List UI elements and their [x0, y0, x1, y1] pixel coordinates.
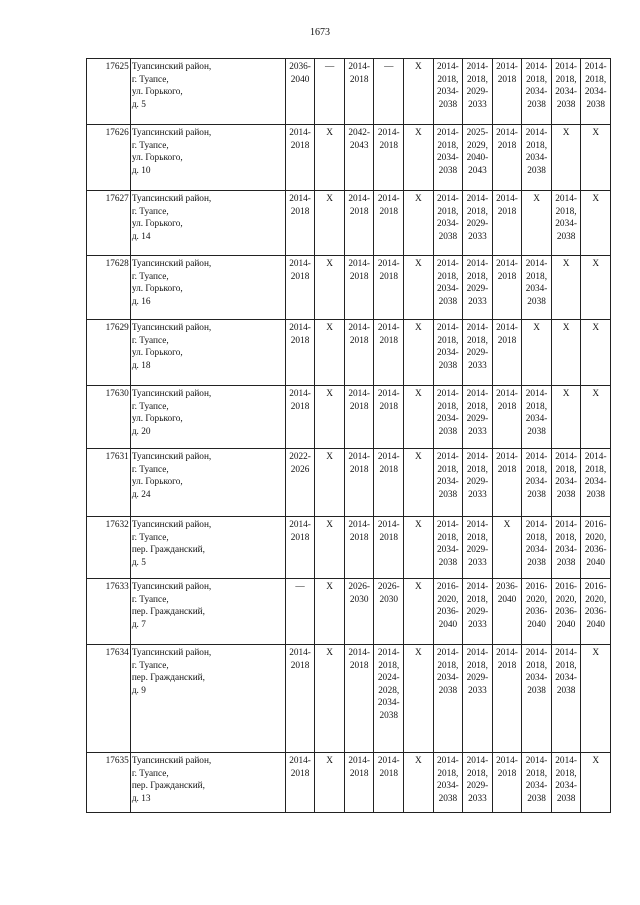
- value-cell: [463, 256, 493, 320]
- value-text: 2014- 2018: [496, 259, 518, 282]
- value-text: Х: [326, 452, 333, 462]
- value-cell: [433, 256, 463, 320]
- value-cell: [315, 320, 345, 386]
- value-cell: [285, 191, 315, 256]
- value-cell: [551, 645, 581, 753]
- value-text: Х: [592, 128, 600, 138]
- value-cell: [374, 320, 404, 386]
- value-text: Х: [326, 648, 333, 658]
- value-text: Х: [562, 259, 570, 269]
- value-text: 2014- 2018: [377, 389, 400, 412]
- value-cell: [463, 320, 493, 386]
- value-cell: [315, 191, 345, 256]
- value-cell: [492, 517, 522, 579]
- value-text: 2014- 2018: [377, 323, 400, 346]
- value-text: 2014- 2018: [377, 259, 400, 282]
- value-text: 2014- 2018, 2034- 2038: [437, 62, 459, 110]
- value-cell: [492, 449, 522, 517]
- value-text: Х: [326, 756, 333, 766]
- value-cell: [463, 449, 493, 517]
- value-text: 2016- 2020, 2036- 2040: [584, 582, 607, 630]
- table-row: [87, 320, 611, 386]
- address-cell: [130, 320, 285, 386]
- address-text: Туапсинский район, г. Туапсе, ул. Горького, д. 10: [131, 128, 212, 176]
- table-row: [87, 191, 611, 256]
- address-text: Туапсинский район, г. Туапсе, ул. Горького, д. 18: [131, 323, 212, 371]
- value-cell: [404, 645, 434, 753]
- value-text: 2014- 2018, 2034- 2038: [555, 452, 577, 500]
- value-text: Х: [326, 259, 333, 269]
- value-text: 2014- 2018: [496, 194, 518, 217]
- value-cell: [463, 191, 493, 256]
- value-text: 2014- 2018, 2034- 2038: [525, 648, 548, 696]
- address-text: Туапсинский район, г. Туапсе, ул. Горького, д. 14: [131, 194, 212, 242]
- value-cell: [551, 579, 581, 645]
- value-text: Х: [326, 389, 333, 399]
- value-text: 2014- 2018, 2034- 2038: [437, 259, 459, 307]
- value-cell: [581, 59, 611, 125]
- value-text: 2014- 2018, 2034- 2038: [555, 62, 577, 110]
- value-cell: [463, 645, 493, 753]
- value-cell: [374, 191, 404, 256]
- value-cell: [374, 59, 404, 125]
- address-text: Туапсинский район, г. Туапсе, пер. Гражданский, д. 13: [131, 756, 212, 804]
- value-text: 2014- 2018: [289, 194, 311, 217]
- table-row: [87, 579, 611, 645]
- value-text: 2016- 2020, 2036- 2040: [555, 582, 577, 630]
- table-row: [87, 386, 611, 449]
- value-cell: [285, 753, 315, 813]
- value-text: 2014- 2018, 2034- 2038: [437, 194, 459, 242]
- value-cell: [374, 386, 404, 449]
- value-text: Х: [592, 323, 600, 333]
- value-cell: [344, 579, 374, 645]
- value-text: Х: [414, 389, 422, 399]
- value-text: Х: [326, 194, 333, 204]
- value-text: 2014- 2018: [348, 756, 371, 779]
- value-cell: [581, 517, 611, 579]
- value-text: Х: [414, 582, 422, 592]
- value-cell: [522, 449, 552, 517]
- value-cell: [315, 579, 345, 645]
- value-cell: [285, 256, 315, 320]
- value-cell: [285, 125, 315, 191]
- row-number-cell: 17631: [87, 449, 131, 517]
- value-text: 2014- 2018, 2034- 2038: [437, 323, 459, 371]
- value-text: 2014- 2018, 2034- 2038: [437, 756, 459, 804]
- registry-table: [86, 58, 611, 813]
- value-cell: [581, 386, 611, 449]
- value-cell: [551, 386, 581, 449]
- value-cell: [344, 517, 374, 579]
- address-text: Туапсинский район, г. Туапсе, ул. Горького, д. 16: [131, 259, 212, 307]
- value-text: 2014- 2018: [377, 128, 400, 151]
- value-cell: [433, 320, 463, 386]
- value-cell: [404, 579, 434, 645]
- value-text: 2014- 2018, 2034- 2038: [525, 520, 548, 568]
- value-cell: [315, 645, 345, 753]
- value-cell: [492, 386, 522, 449]
- row-number-cell: 17630: [87, 386, 131, 449]
- value-text: Х: [414, 648, 422, 658]
- value-text: Х: [562, 389, 570, 399]
- value-text: 2014- 2018: [348, 194, 371, 217]
- value-cell: [404, 191, 434, 256]
- value-cell: [492, 125, 522, 191]
- value-cell: [581, 753, 611, 813]
- value-text: 2014- 2018, 2034- 2038: [437, 389, 459, 437]
- value-cell: [374, 753, 404, 813]
- value-text: —: [384, 62, 394, 72]
- value-cell: [315, 256, 345, 320]
- row-number-cell: 17634: [87, 645, 131, 753]
- value-text: 2014- 2018: [496, 756, 518, 779]
- value-text: 2014- 2018: [289, 128, 311, 151]
- table-row: [87, 449, 611, 517]
- value-cell: [344, 645, 374, 753]
- value-text: Х: [326, 582, 333, 592]
- value-cell: [522, 191, 552, 256]
- value-cell: [522, 517, 552, 579]
- value-cell: [433, 386, 463, 449]
- value-cell: [344, 449, 374, 517]
- value-text: —: [295, 582, 305, 592]
- value-cell: [404, 517, 434, 579]
- value-text: 2014- 2018: [289, 756, 311, 779]
- value-cell: [551, 125, 581, 191]
- value-text: 2014- 2018: [496, 648, 518, 671]
- value-cell: [581, 579, 611, 645]
- value-cell: [433, 579, 463, 645]
- address-cell: [130, 256, 285, 320]
- value-cell: [522, 256, 552, 320]
- value-cell: [581, 645, 611, 753]
- value-cell: [581, 320, 611, 386]
- value-text: 2042- 2043: [348, 128, 371, 151]
- value-text: 2014- 2018, 2034- 2038: [555, 194, 577, 242]
- value-cell: [285, 517, 315, 579]
- value-text: 2026- 2030: [377, 582, 400, 605]
- value-cell: [551, 59, 581, 125]
- value-text: 2014- 2018: [348, 389, 371, 412]
- value-text: Х: [533, 323, 540, 333]
- value-cell: [404, 256, 434, 320]
- value-text: 2014- 2018, 2034- 2038: [437, 452, 459, 500]
- address-cell: [130, 449, 285, 517]
- value-cell: [581, 191, 611, 256]
- value-cell: [551, 256, 581, 320]
- value-text: 2014- 2018: [289, 259, 311, 282]
- value-cell: [404, 125, 434, 191]
- value-cell: [344, 125, 374, 191]
- value-text: 2014- 2018, 2029- 2033: [466, 62, 489, 110]
- value-text: Х: [414, 259, 422, 269]
- value-text: 2014- 2018, 2034- 2038: [437, 128, 459, 176]
- value-cell: [344, 256, 374, 320]
- row-number-cell: 17628: [87, 256, 131, 320]
- value-cell: [522, 125, 552, 191]
- value-text: 2014- 2018, 2029- 2033: [466, 259, 489, 307]
- value-cell: [374, 256, 404, 320]
- value-cell: [492, 59, 522, 125]
- value-text: Х: [326, 520, 333, 530]
- table-row: [87, 517, 611, 579]
- value-cell: [285, 645, 315, 753]
- value-cell: [492, 753, 522, 813]
- address-text: Туапсинский район, г. Туапсе, ул. Горького, д. 5: [131, 62, 212, 110]
- address-cell: [130, 645, 285, 753]
- value-text: Х: [562, 128, 570, 138]
- value-text: 2014- 2018, 2034- 2038: [555, 756, 577, 804]
- value-text: Х: [414, 520, 422, 530]
- value-text: 2014- 2018, 2029- 2033: [466, 194, 489, 242]
- value-cell: [374, 517, 404, 579]
- address-cell: [130, 386, 285, 449]
- value-text: 2014- 2018, 2034- 2038: [525, 389, 548, 437]
- value-text: 2014- 2018, 2029- 2033: [466, 520, 489, 568]
- value-text: 2025- 2029, 2040- 2043: [466, 128, 489, 176]
- value-cell: [433, 645, 463, 753]
- value-cell: [344, 320, 374, 386]
- value-cell: [581, 256, 611, 320]
- row-number-cell: 17626: [87, 125, 131, 191]
- address-cell: [130, 59, 285, 125]
- value-cell: [285, 579, 315, 645]
- value-cell: [492, 191, 522, 256]
- value-cell: [522, 386, 552, 449]
- value-cell: [374, 449, 404, 517]
- address-text: Туапсинский район, г. Туапсе, ул. Горького, д. 20: [131, 389, 212, 437]
- table-row: [87, 256, 611, 320]
- value-text: 2014- 2018, 2034- 2038: [584, 62, 607, 110]
- value-text: 2014- 2018, 2029- 2033: [466, 756, 489, 804]
- value-cell: [581, 125, 611, 191]
- value-text: Х: [414, 323, 422, 333]
- value-cell: [433, 753, 463, 813]
- value-text: 2014- 2018, 2034- 2038: [555, 648, 577, 696]
- value-cell: [463, 753, 493, 813]
- value-text: 2014- 2018: [496, 389, 518, 412]
- value-text: 2014- 2018, 2034- 2038: [525, 259, 548, 307]
- value-cell: [404, 320, 434, 386]
- value-cell: [344, 386, 374, 449]
- value-cell: [463, 125, 493, 191]
- value-text: 2016- 2020, 2036- 2040: [437, 582, 459, 630]
- value-text: Х: [414, 62, 422, 72]
- address-cell: [130, 517, 285, 579]
- table-row: [87, 125, 611, 191]
- value-text: Х: [592, 756, 600, 766]
- address-text: Туапсинский район, г. Туапсе, пер. Гражданский, д. 7: [131, 582, 212, 630]
- address-cell: [130, 579, 285, 645]
- value-cell: [315, 386, 345, 449]
- value-text: 2014- 2018: [377, 520, 400, 543]
- row-number-cell: 17627: [87, 191, 131, 256]
- value-text: 2014- 2018: [348, 648, 371, 671]
- value-text: 2014- 2018: [496, 62, 518, 85]
- value-cell: [522, 59, 552, 125]
- value-text: Х: [503, 520, 511, 530]
- value-text: 2014- 2018: [377, 452, 400, 475]
- value-cell: [344, 753, 374, 813]
- value-text: 2014- 2018, 2029- 2033: [466, 323, 489, 371]
- value-text: 2036- 2040: [496, 582, 518, 605]
- value-text: Х: [533, 194, 540, 204]
- value-text: 2014- 2018, 2024- 2028, 2034- 2038: [377, 648, 400, 721]
- value-cell: [315, 125, 345, 191]
- value-text: Х: [592, 259, 600, 269]
- value-text: Х: [414, 756, 422, 766]
- value-text: 2014- 2018: [348, 452, 371, 475]
- value-cell: [344, 191, 374, 256]
- value-text: 2014- 2018: [348, 520, 371, 543]
- value-text: 2036- 2040: [289, 62, 311, 85]
- address-text: Туапсинский район, г. Туапсе, ул. Горького, д. 24: [131, 452, 212, 500]
- value-cell: [492, 256, 522, 320]
- value-cell: [522, 645, 552, 753]
- value-text: 2014- 2018: [289, 389, 311, 412]
- value-cell: [315, 449, 345, 517]
- value-text: 2014- 2018: [496, 128, 518, 151]
- value-text: 2014- 2018: [348, 62, 371, 85]
- value-cell: [404, 449, 434, 517]
- value-text: 2014- 2018, 2034- 2038: [525, 128, 548, 176]
- value-cell: [404, 59, 434, 125]
- value-cell: [285, 386, 315, 449]
- value-text: 2022- 2026: [289, 452, 311, 475]
- value-text: Х: [592, 194, 600, 204]
- value-cell: [374, 125, 404, 191]
- value-cell: [492, 579, 522, 645]
- value-text: Х: [326, 323, 333, 333]
- value-cell: [551, 753, 581, 813]
- value-cell: [463, 59, 493, 125]
- value-cell: [433, 125, 463, 191]
- value-text: —: [324, 62, 335, 72]
- table-body: [87, 59, 611, 813]
- value-text: 2014- 2018: [496, 452, 518, 475]
- value-text: Х: [414, 128, 422, 138]
- value-text: 2016- 2020, 2036- 2040: [584, 520, 607, 568]
- table-row: [87, 753, 611, 813]
- value-text: Х: [326, 128, 333, 138]
- value-text: Х: [414, 452, 422, 462]
- table-row: [87, 59, 611, 125]
- address-cell: [130, 125, 285, 191]
- value-text: 2014- 2018, 2029- 2033: [466, 648, 489, 696]
- value-cell: [285, 59, 315, 125]
- row-number-cell: 17632: [87, 517, 131, 579]
- value-cell: [404, 386, 434, 449]
- value-text: Х: [592, 389, 600, 399]
- table-row: [87, 645, 611, 753]
- value-cell: [285, 320, 315, 386]
- value-cell: [581, 449, 611, 517]
- value-text: 2014- 2018, 2034- 2038: [555, 520, 577, 568]
- value-cell: [463, 517, 493, 579]
- value-cell: [551, 517, 581, 579]
- value-cell: [374, 645, 404, 753]
- value-cell: [551, 320, 581, 386]
- value-cell: [522, 320, 552, 386]
- value-text: Х: [562, 323, 570, 333]
- value-text: 2014- 2018: [377, 756, 400, 779]
- value-text: 2014- 2018: [348, 323, 371, 346]
- value-cell: [492, 320, 522, 386]
- value-cell: [315, 517, 345, 579]
- value-text: 2014- 2018: [377, 194, 400, 217]
- value-text: 2014- 2018, 2034- 2038: [525, 62, 548, 110]
- value-text: 2014- 2018: [348, 259, 371, 282]
- value-cell: [551, 449, 581, 517]
- value-text: 2014- 2018: [289, 323, 311, 346]
- value-cell: [433, 59, 463, 125]
- row-number-cell: 17633: [87, 579, 131, 645]
- value-cell: [433, 517, 463, 579]
- value-cell: [315, 59, 345, 125]
- value-text: 2014- 2018, 2034- 2038: [525, 756, 548, 804]
- address-cell: [130, 191, 285, 256]
- value-text: Х: [414, 194, 422, 204]
- value-text: 2014- 2018, 2029- 2033: [466, 389, 489, 437]
- value-text: 2014- 2018, 2034- 2038: [525, 452, 548, 500]
- value-cell: [522, 579, 552, 645]
- value-cell: [404, 753, 434, 813]
- address-text: Туапсинский район, г. Туапсе, пер. Гражданский, д. 5: [131, 520, 212, 568]
- value-cell: [433, 191, 463, 256]
- value-text: 2014- 2018: [289, 648, 311, 671]
- value-cell: [463, 579, 493, 645]
- value-text: 2014- 2018, 2034- 2038: [437, 520, 459, 568]
- row-number-cell: 17635: [87, 753, 131, 813]
- address-text: Туапсинский район, г. Туапсе, пер. Гражданский, д. 9: [131, 648, 212, 696]
- value-cell: [374, 579, 404, 645]
- value-text: 2016- 2020, 2036- 2040: [525, 582, 548, 630]
- row-number-cell: 17629: [87, 320, 131, 386]
- value-text: 2014- 2018: [289, 520, 311, 543]
- address-cell: [130, 753, 285, 813]
- value-cell: [463, 386, 493, 449]
- value-cell: [433, 449, 463, 517]
- value-text: Х: [592, 648, 600, 658]
- value-text: 2014- 2018: [496, 323, 518, 346]
- value-cell: [315, 753, 345, 813]
- value-cell: [522, 753, 552, 813]
- value-text: 2026- 2030: [348, 582, 371, 605]
- value-text: 2014- 2018, 2034- 2038: [584, 452, 607, 500]
- page-number: 1673: [310, 27, 330, 38]
- value-cell: [492, 645, 522, 753]
- value-cell: [285, 449, 315, 517]
- row-number-cell: 17625: [87, 59, 131, 125]
- value-text: 2014- 2018, 2029- 2033: [466, 582, 489, 630]
- value-text: 2014- 2018, 2029- 2033: [466, 452, 489, 500]
- value-cell: [344, 59, 374, 125]
- value-text: 2014- 2018, 2034- 2038: [437, 648, 459, 696]
- value-cell: [551, 191, 581, 256]
